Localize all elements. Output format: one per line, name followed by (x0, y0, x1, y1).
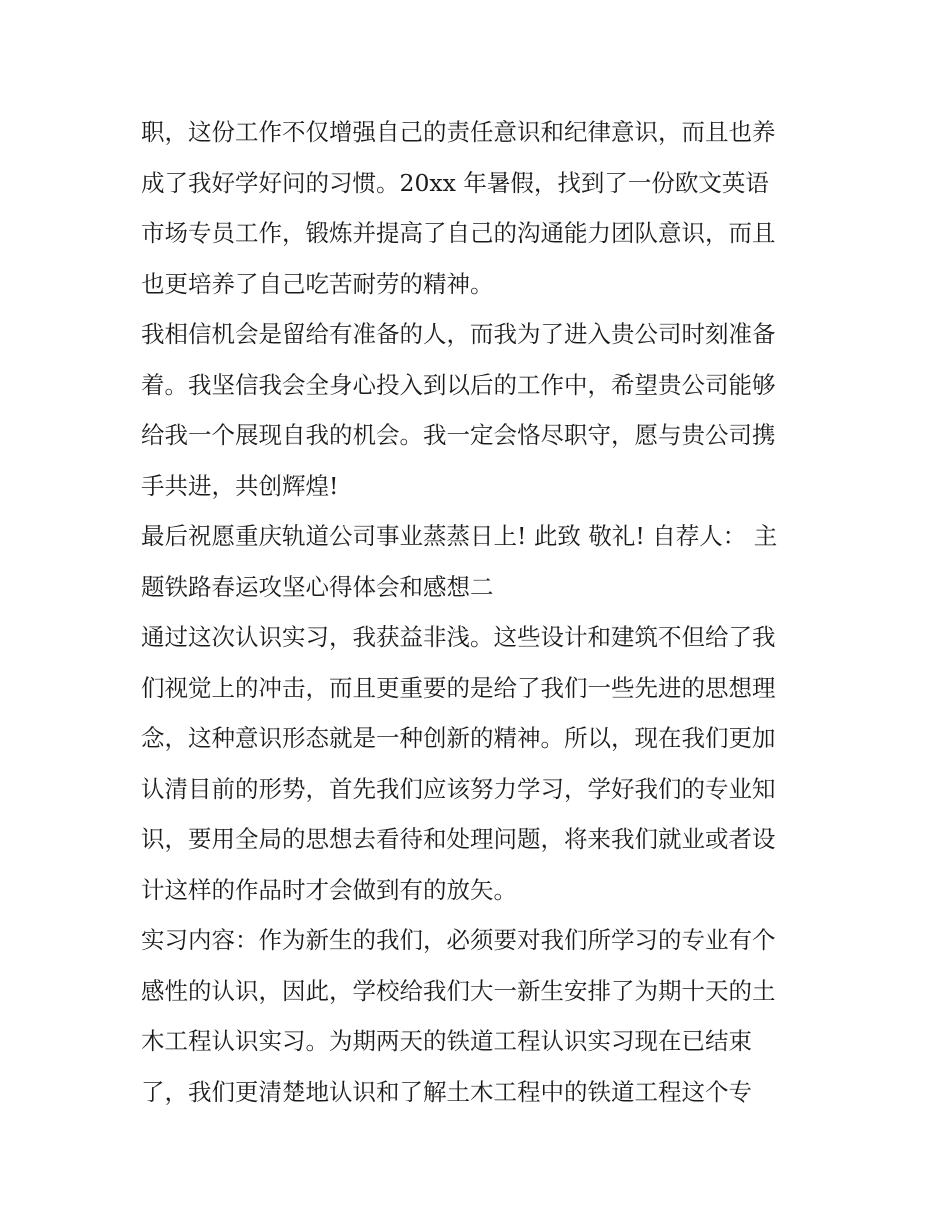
text-line: 识，要用全局的思想去看待和处理问题，将来我们就业或者设 (141, 825, 776, 853)
text-line: 木工程认识实习。为期两天的铁道工程认识实习现在已结束 (141, 1027, 752, 1055)
text-line: 给我一个展现自我的机会。我一定会恪尽职守，愿与贵公司携 (141, 421, 776, 449)
text-line: 感性的认识，因此，学校给我们大一新生安排了为期十天的土 (141, 976, 776, 1005)
text-line: 实习内容：作为新生的我们，必须要对我们所学习的专业有个 (141, 926, 776, 954)
text-line: 们视觉上的冲击，而且更重要的是给了我们一些先进的思想理 (141, 673, 776, 702)
document-body (141, 107, 813, 1117)
text-line: 了，我们更清楚地认识和了解土木工程中的铁道工程这个专 (141, 1077, 752, 1106)
text-line: 题铁路春运攻坚心得体会和感想二 (141, 572, 494, 601)
text-line: 也更培养了自己吃苦耐劳的精神。 (141, 269, 494, 298)
text-line: 着。我坚信我会全身心投入到以后的工作中，希望贵公司能够 (141, 370, 776, 399)
text-line: 念，这种意识形态就是一种创新的精神。所以，现在我们更加 (141, 724, 776, 752)
text-line: 市场专员工作，锻炼并提高了自己的沟通能力团队意识，而且 (141, 219, 776, 247)
text-line: 认清目前的形势，首先我们应该努力学习，学好我们的专业知 (141, 774, 776, 803)
text-line: 我相信机会是留给有准备的人，而我为了进入贵公司时刻准备 (141, 320, 776, 348)
text-line: 手共进，共创辉煌! (141, 471, 339, 500)
text-line: 成了我好学好问的习惯。20xx 年暑假，找到了一份欧文英语 (141, 168, 769, 197)
text-line: 通过这次认识实习，我获益非浅。这些设计和建筑不但给了我 (141, 623, 776, 651)
text-line: 最后祝愿重庆轨道公司事业蒸蒸日上! 此致 敬礼! 自荐人： 主 (141, 522, 778, 550)
text-line: 计这样的作品时才会做到有的放矢。 (141, 875, 517, 904)
text-line: 职，这份工作不仅增强自己的责任意识和纪律意识，而且也养 (141, 118, 776, 146)
